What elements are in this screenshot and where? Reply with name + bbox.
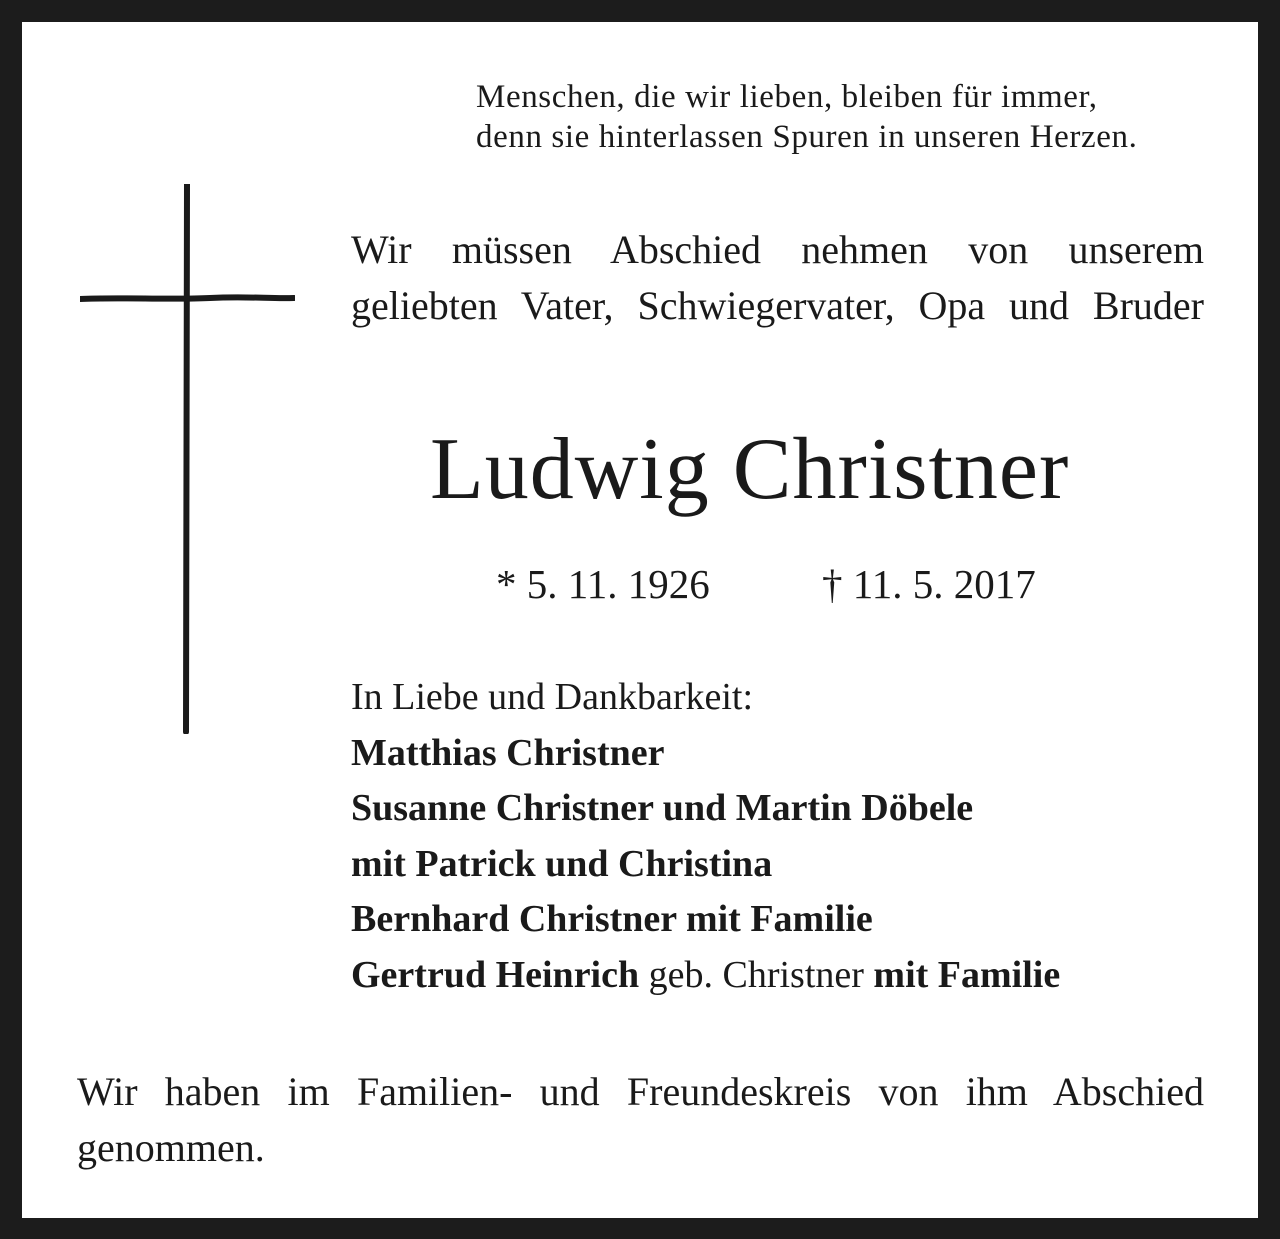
mourner-5-family: mit Familie: [873, 953, 1061, 996]
intro-line-2: geliebten Vater, Schwiegervater, Opa und Bruder: [351, 283, 1204, 328]
obituary-notice: [22, 22, 1258, 1218]
mourner-line-3: mit Patrick und Christina: [351, 842, 773, 885]
mourners-list: [351, 670, 1231, 1003]
mourner-line-5: [351, 948, 1231, 1004]
mourner-5-maiden-name: geb. Christner: [639, 953, 874, 996]
mourner-line-2: Susanne Christner und Martin Döbele: [351, 787, 974, 829]
motto-quote: [476, 77, 1236, 157]
birth-date: * 5. 11. 1926: [496, 561, 710, 607]
mourner-line-1: Matthias Christner: [351, 731, 665, 774]
mourner-line-4: Bernhard Christner mit Familie: [351, 898, 873, 940]
closing-line-1: Wir haben im Familien- und Freundeskreis von ihm Abschied: [77, 1069, 1204, 1114]
motto-line-2: denn sie hinterlassen Spuren in unseren Herzen.: [476, 119, 1138, 155]
closing-line-2: genommen.: [77, 1125, 265, 1170]
motto-line-1: Menschen, die wir lieben, bleiben für immer,: [476, 79, 1098, 115]
deceased-name: Ludwig Christner: [430, 421, 1070, 518]
mourners-heading: In Liebe und Dankbarkeit:: [351, 676, 754, 718]
mourner-5-name: Gertrud Heinrich: [351, 953, 640, 996]
closing-note: [77, 1064, 1204, 1176]
cross-icon: [80, 184, 295, 734]
farewell-intro: [351, 222, 1204, 334]
intro-line-1: Wir müssen Abschied nehmen von unserem: [351, 227, 1204, 272]
death-date: † 11. 5. 2017: [822, 561, 1036, 607]
